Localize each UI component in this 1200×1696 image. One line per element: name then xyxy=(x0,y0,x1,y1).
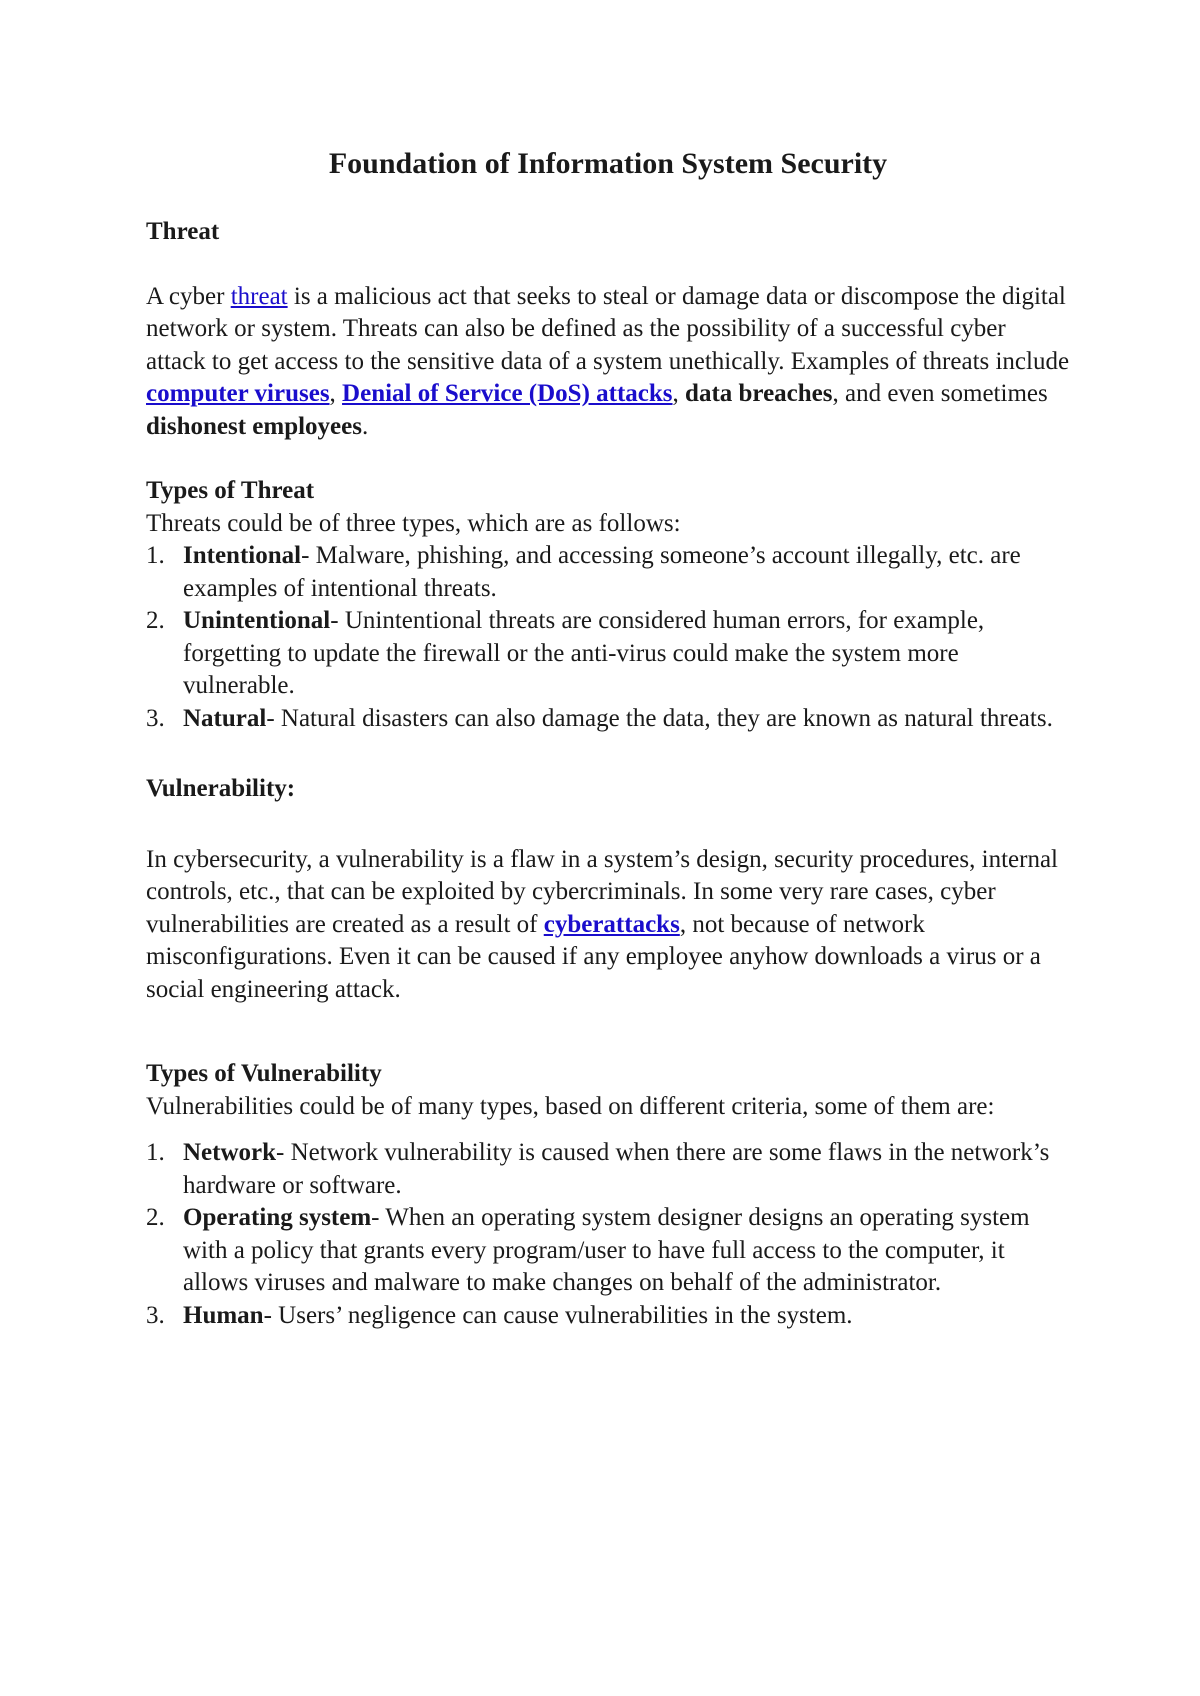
list-item: 3. Natural- Natural disasters can also damage the data, they are known as natural threats. xyxy=(146,704,1053,732)
list-item: 1. Intentional- Malware, phishing, and accessing someone’s account illegally, etc. are examples of intentional threats. xyxy=(146,542,1021,602)
threat-paragraph: A cyber threat is a malicious act that seeks to steal or damage data or discompose the digital network or system. Threats can also be defined as the possibility of a successful cyber attack to get access to the sensitive data of a system unethically. Examples of threats include computer viruses, Denial of Service (DoS) attacks, data breaches, and even sometimes dishonest employees. xyxy=(146,282,1070,440)
cyberattacks-link[interactable]: cyberattacks xyxy=(543,910,680,938)
document-title: Foundation of Information System Security xyxy=(328,147,888,180)
threat-link[interactable]: threat xyxy=(230,282,288,310)
computer-viruses-link[interactable]: computer viruses xyxy=(146,380,330,407)
threat-types-list xyxy=(146,540,1070,735)
list-item: 2. Operating system- When an operating system designer designs an operating system with a policy that grants every program/user to have full access to the computer, it allows viruses and malware to make changes on behalf of the administrator. xyxy=(146,1204,1030,1296)
vulnerability-types-list xyxy=(146,1137,1070,1332)
list-item: 3. Human- Users’ negligence can cause vulnerabilities in the system. xyxy=(146,1301,853,1329)
list-item: 2. Unintentional- Unintentional threats are considered human errors, for example, forgetting to update the firewall or the anti-virus could make the system more vulnerable. xyxy=(146,607,985,699)
types-of-threat-intro: Threats could be of three types, which are as follows: xyxy=(146,509,681,537)
types-of-vulnerability-heading: Types of Vulnerability xyxy=(146,1060,382,1087)
dos-attacks-link[interactable]: Denial of Service (DoS) attacks xyxy=(342,380,673,407)
vulnerability-paragraph: In cybersecurity, a vulnerability is a flaw in a system’s design, security procedures, internal controls, etc., that can be exploited by cybercriminals. In some very rare cases, cyber vulnerabilities are created as a result of cyberattacks, not because of network misconfigurations. Even it can be caused if any employee anyhow downloads a virus or a social engineering attack. xyxy=(146,845,1058,1003)
types-of-vulnerability-intro: Vulnerabilities could be of many types, based on different criteria, some of them are: xyxy=(146,1092,995,1120)
dishonest-employees-term: dishonest employees xyxy=(146,412,362,440)
vulnerability-heading: Vulnerability: xyxy=(146,775,296,802)
list-item: 1. Network- Network vulnerability is caused when there are some flaws in the network’s hardware or software. xyxy=(146,1139,1050,1199)
threat-heading: Threat xyxy=(146,218,220,245)
data-breaches-term: data breaches xyxy=(685,380,833,407)
types-of-threat-heading: Types of Threat xyxy=(146,477,315,504)
